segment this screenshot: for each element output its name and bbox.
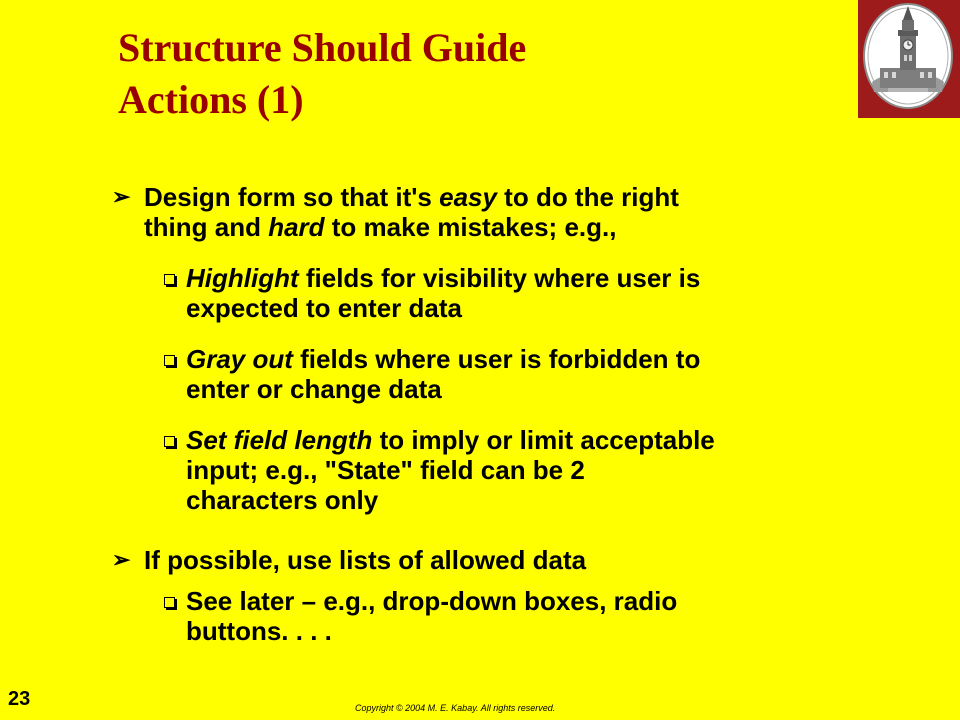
sub-bullet-item: [186, 263, 846, 323]
bullet-text: See later – e.g., drop-down boxes, radio: [186, 586, 678, 616]
sub-bullet-item: [186, 425, 846, 515]
bullet-text: thing and: [144, 212, 269, 242]
bullet-line: [186, 616, 846, 646]
bullet-text: fields where user is forbidden to: [292, 344, 701, 374]
bullet-line: [186, 344, 846, 374]
bullet-text: to make mistakes; e.g.,: [324, 212, 617, 242]
emphasis-text: hard: [268, 212, 325, 242]
emphasis-text: Set field length: [186, 425, 373, 455]
bullet-line: [186, 485, 846, 515]
bullet-text: fields for visibility where user is: [298, 263, 701, 293]
title-line-1: Structure Should Guide: [118, 25, 527, 70]
bullet-item: [112, 182, 844, 242]
bullet-line: [186, 263, 846, 293]
bullet-line: [144, 212, 844, 242]
arrow-bullet-icon: ➢: [112, 547, 131, 572]
bullet-text: buttons. . . .: [186, 616, 332, 646]
page-number: 23: [8, 688, 31, 710]
emphasis-text: Highlight: [186, 263, 299, 293]
copyright-notice: Copyright © 2004 M. E. Kabay. All rights reserved.: [355, 703, 556, 713]
bullet-text: to imply or limit acceptable: [372, 425, 715, 455]
bullet-line: [186, 374, 846, 404]
bullet-text: input; e.g., "State" field can be 2: [186, 455, 585, 485]
sub-bullet-item: [186, 586, 846, 646]
bullet-line: [186, 425, 846, 455]
square-bullet-icon: [164, 597, 175, 608]
bullet-text: to do the right: [496, 182, 679, 212]
bullet-line: [186, 455, 846, 485]
emphasis-text: Gray out: [186, 344, 293, 374]
square-bullet-icon: [164, 436, 175, 447]
bullet-text: characters only: [186, 485, 379, 515]
square-bullet-icon: [164, 274, 175, 285]
bullet-text: If possible, use lists of allowed data: [144, 545, 587, 575]
bullet-item: [112, 545, 844, 575]
emphasis-text: easy: [439, 182, 497, 212]
bullet-line: [186, 293, 846, 323]
bullet-line: [144, 545, 844, 575]
square-bullet-icon: [164, 355, 175, 366]
bullet-text: enter or change data: [186, 374, 442, 404]
sub-bullet-item: [186, 344, 846, 404]
arrow-bullet-icon: ➢: [112, 184, 131, 209]
bullet-line: [186, 586, 846, 616]
bullet-line: [144, 182, 844, 212]
title-line-2: Actions (1): [118, 77, 304, 122]
bullet-text: Design form so that it's: [144, 182, 440, 212]
bullet-text: expected to enter data: [186, 293, 462, 323]
